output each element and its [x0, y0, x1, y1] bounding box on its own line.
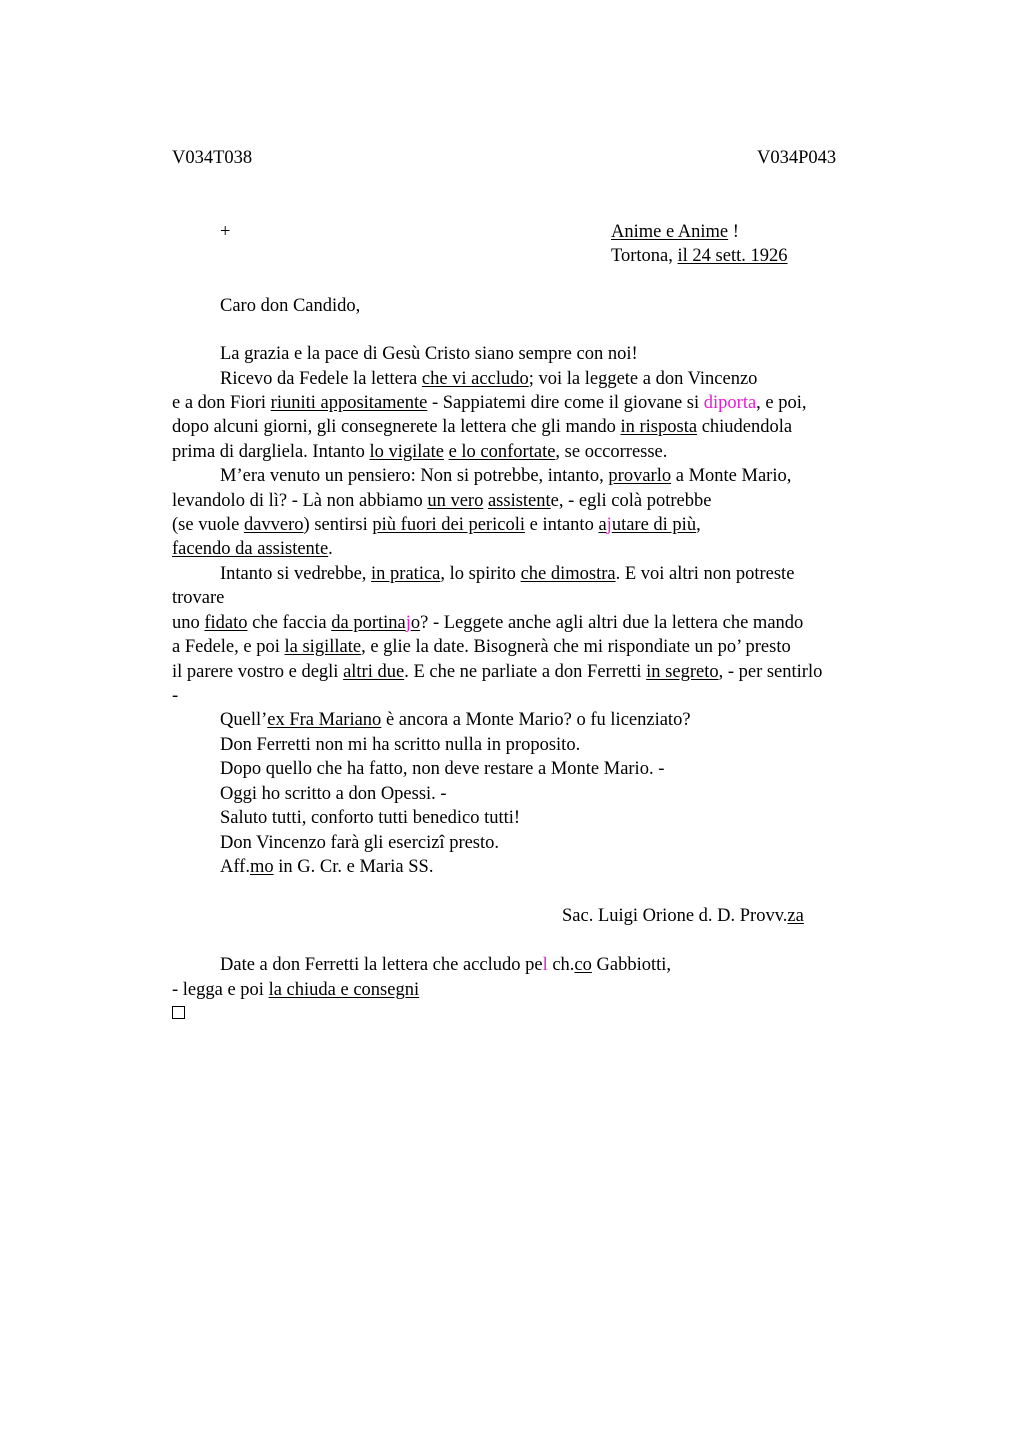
text-run: Quell’: [220, 710, 268, 730]
text-run: levandolo di lì? - Là non abbiamo: [172, 491, 428, 511]
salutation: Caro don Candido,: [220, 296, 361, 316]
text-run: - legga e poi: [172, 980, 269, 1000]
underlined-run: altri due: [343, 662, 405, 682]
text-run: , lo spirito: [440, 564, 521, 584]
text-run: , e glie la date. Bisognerà che mi rispondiate un po’ presto: [361, 637, 791, 657]
text-run: - Sappiatemi dire come il giovane si: [427, 393, 704, 413]
cross-mark: +: [220, 222, 231, 242]
underlined-run: che vi accludo: [421, 369, 529, 389]
signature: [562, 904, 804, 928]
text-run: ? - Leggete anche agli altri due la lettera che mando: [420, 613, 804, 633]
correction-run: j: [405, 613, 411, 633]
body-line-18: Dopo quello che ha fatto, non deve restare a Monte Mario. -: [220, 759, 665, 779]
correction-run: j: [606, 515, 612, 535]
text-run: Aff.: [220, 857, 250, 877]
underlined-run: da portina: [331, 613, 406, 633]
text-run: uno: [172, 613, 205, 633]
body-line-2: [220, 367, 757, 391]
text-run: che faccia: [247, 613, 332, 633]
body-line-5: [172, 440, 667, 464]
underlined-run: facendo da assistente: [172, 539, 329, 559]
underlined-run: o: [410, 613, 421, 633]
text-run: ) sentirsi: [303, 515, 373, 535]
text-run: in G. Cr. e Maria SS.: [273, 857, 434, 877]
underlined-run: assistent: [487, 491, 551, 511]
text-run: il parere vostro e degli: [172, 662, 344, 682]
postscript-line-1: [220, 953, 671, 977]
underlined-run: za: [787, 906, 804, 926]
text-run: ,: [696, 515, 701, 535]
body-line-22: [220, 855, 433, 879]
text-run: , e poi,: [756, 393, 807, 413]
end-box-icon: [172, 1006, 185, 1019]
text-run: Sac. Luigi Orione d. D. Provv.: [562, 906, 788, 926]
underlined-run: che dimostra: [520, 564, 616, 584]
body-line-15: -: [172, 686, 179, 706]
underlined-run: a: [598, 515, 607, 535]
underlined-run: un vero: [427, 491, 484, 511]
correction-run: l: [542, 955, 548, 975]
underlined-run: davvero: [243, 515, 304, 535]
body-line-17: Don Ferretti non mi ha scritto nulla in proposito.: [220, 735, 581, 755]
body-line-12: [172, 611, 803, 635]
text-run: , - per sentirlo: [718, 662, 823, 682]
body-line-20: Saluto tutti, conforto tutti benedico tutti!: [220, 808, 521, 828]
underlined-run: in risposta: [620, 417, 698, 437]
document-code-right: V034P043: [757, 148, 837, 168]
body-line-13: [172, 635, 791, 659]
underlined-run: lo vigilate: [369, 442, 444, 462]
text-run: Don Vincenzo farà gli esercizî: [220, 833, 445, 853]
body-line-21: [220, 831, 499, 855]
underlined-run: in segreto: [646, 662, 719, 682]
place-date: [611, 244, 788, 268]
underlined-run: più fuori dei pericoli: [372, 515, 525, 535]
underlined-run: la chiuda e consegni: [268, 980, 420, 1000]
body-line-4: [172, 415, 792, 439]
text-run: prima di dargliela. Intanto: [172, 442, 370, 462]
text-run: a Fedele, e poi: [172, 637, 285, 657]
underlined-run: la sigillate: [284, 637, 362, 657]
text-run: .: [328, 539, 333, 559]
underlined-run: in pratica: [371, 564, 441, 584]
text-run: Intanto si vedrebbe,: [220, 564, 372, 584]
underlined-run: fidato: [204, 613, 248, 633]
body-line-9: [172, 537, 333, 561]
motto-text: Anime e Anime: [611, 222, 729, 242]
body-line-10: [220, 562, 794, 586]
underlined-run: riuniti appositamente: [270, 393, 428, 413]
text-run: , se occorresse.: [555, 442, 668, 462]
body-line-11: trovare: [172, 588, 225, 608]
body-line-19: Oggi ho scritto a don Opessi. -: [220, 784, 447, 804]
body-line-3: [172, 391, 807, 415]
text-run: e intanto: [524, 515, 599, 535]
text-run: M’era venuto un pensiero: Non si potrebbe, intanto,: [220, 466, 609, 486]
text-run: presto.: [444, 833, 500, 853]
body-line-1: La grazia e la pace di Gesù Cristo siano sempre con noi!: [220, 344, 638, 364]
place: Tortona,: [611, 246, 678, 266]
underlined-run: ex Fra Mariano: [267, 710, 382, 730]
postscript-line-2: [172, 978, 419, 1002]
text-run: e, - egli colà potrebbe: [550, 491, 712, 511]
motto-end: !: [728, 222, 739, 242]
document-code-left: V034T038: [172, 148, 253, 168]
text-run: . E che ne parliate a don Ferretti: [404, 662, 647, 682]
text-run: e a don Fiori: [172, 393, 271, 413]
underlined-run: e lo confortate: [448, 442, 556, 462]
date: il 24 sett. 1926: [677, 246, 788, 266]
text-run: chiudendola: [697, 417, 793, 437]
text-run: ch.: [547, 955, 575, 975]
text-run: Ricevo da Fedele la lettera: [220, 369, 422, 389]
body-line-6: [220, 464, 791, 488]
underlined-run: co: [574, 955, 592, 975]
correction-run: diporta: [703, 393, 757, 413]
text-run: (se vuole: [172, 515, 244, 535]
body-line-8: [172, 513, 701, 537]
underlined-run: utare di più: [611, 515, 697, 535]
text-run: dopo alcuni giorni, gli consegnerete la lettera che gli mando: [172, 417, 621, 437]
text-run: ; voi la leggete a don Vincenzo: [528, 369, 758, 389]
underlined-run: mo: [249, 857, 274, 877]
body-line-7: [172, 489, 711, 513]
body-line-14: [172, 660, 822, 684]
text-run: a Monte Mario,: [671, 466, 792, 486]
body-line-16: [220, 708, 691, 732]
text-run: . E voi altri non potreste: [615, 564, 795, 584]
motto: [611, 220, 739, 244]
text-run: Date a don Ferretti la lettera che accludo pe: [220, 955, 543, 975]
text-run: Gabbiotti,: [591, 955, 672, 975]
underlined-run: provarlo: [608, 466, 672, 486]
text-run: è ancora a Monte Mario? o fu licenziato?: [381, 710, 691, 730]
